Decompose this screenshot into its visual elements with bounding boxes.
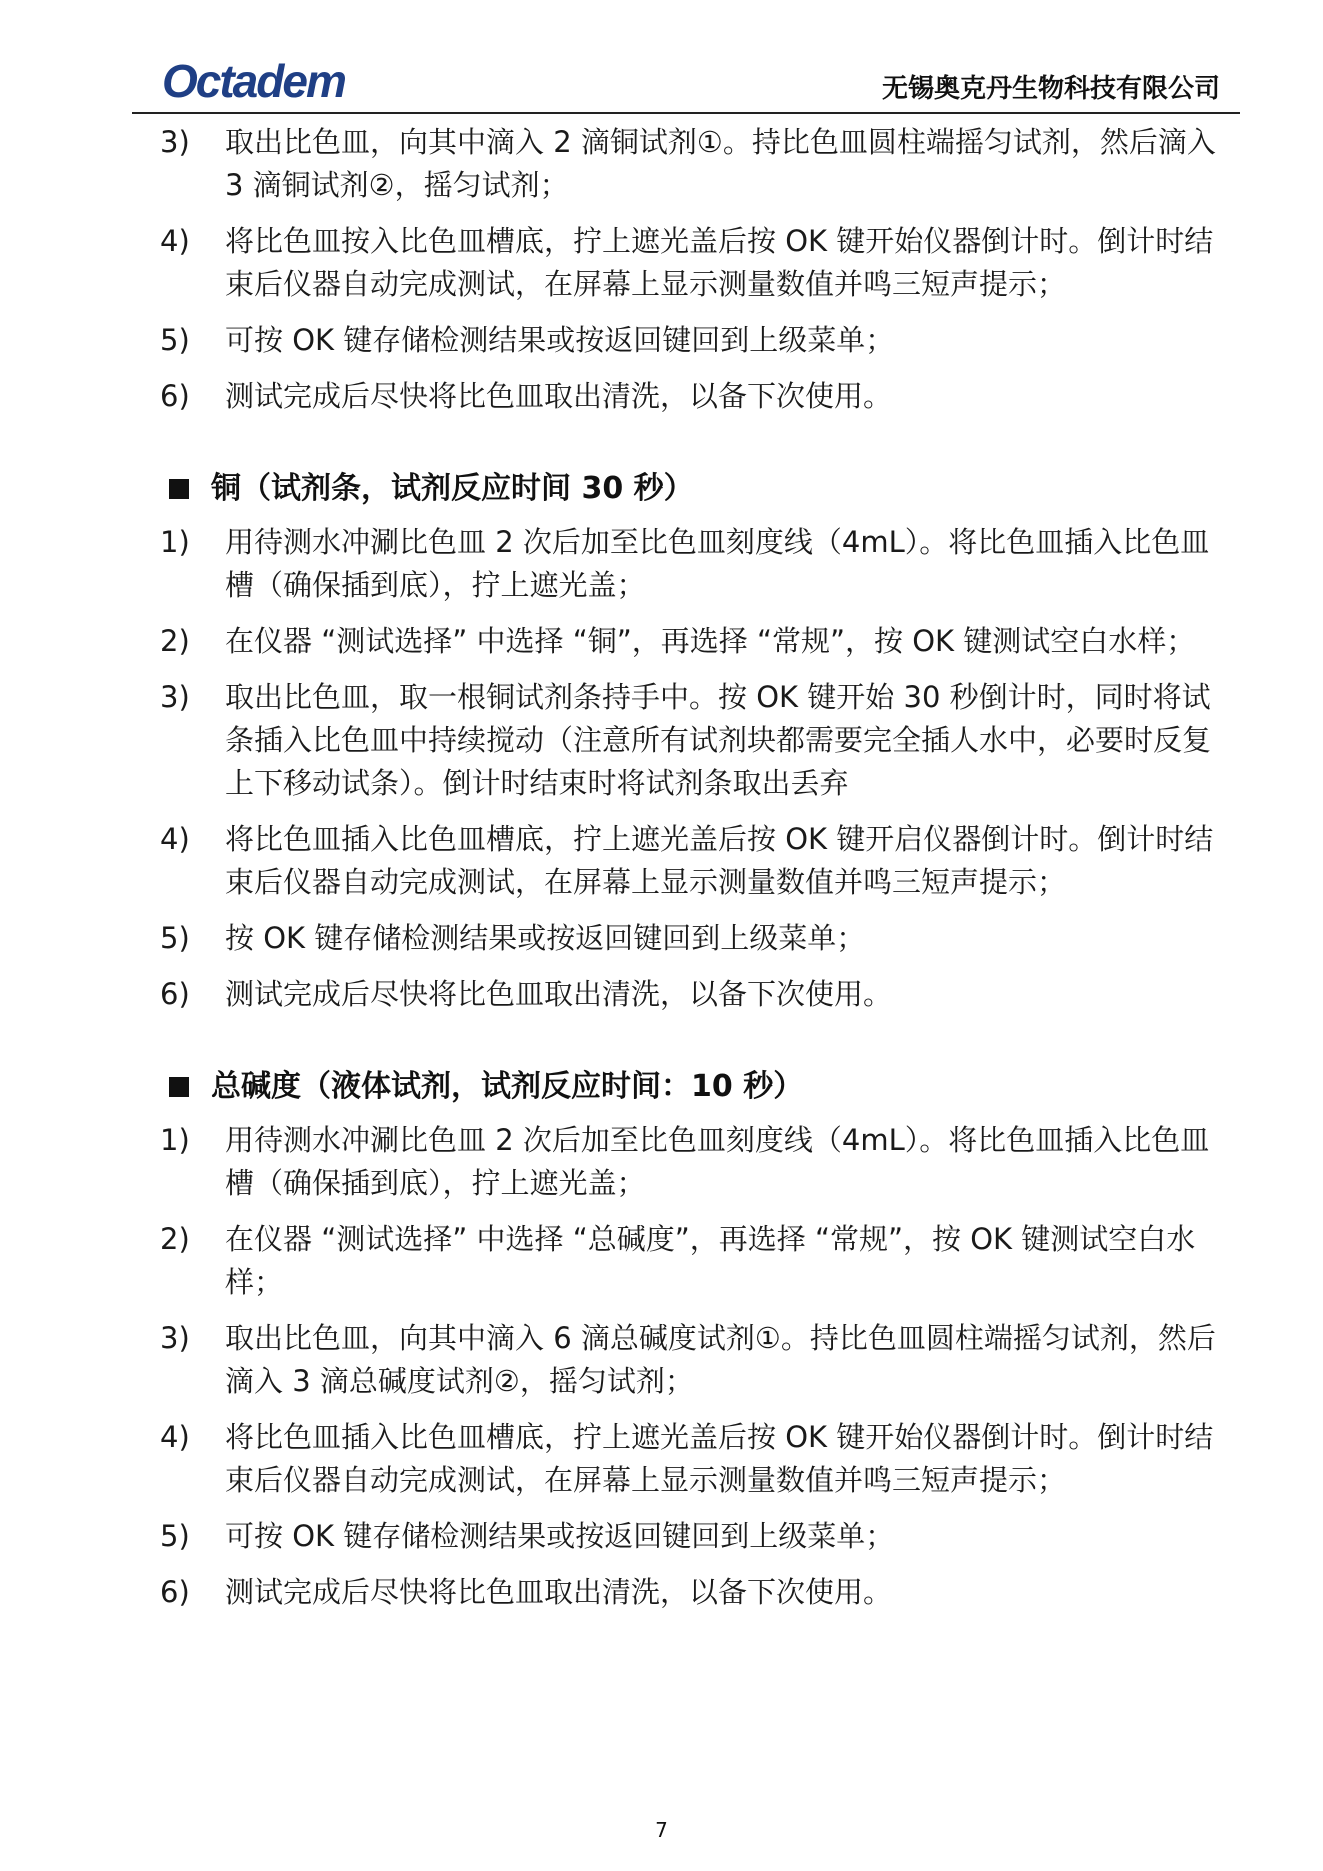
item-text: 将比色皿按入比色皿槽底，拧上遮光盖后按 OK 键开始仪器倒计时。倒计时结束后仪器自动完成测试，在屏幕上显示测量数值并鸣三短声提示； (225, 224, 1214, 301)
list-item (160, 1119, 1240, 1205)
company-name: 无锡奥克丹生物科技有限公司 (881, 74, 1220, 104)
item-number: 5) (160, 921, 190, 955)
page-number: 7 (655, 1818, 668, 1842)
item-number: 4) (160, 224, 190, 258)
page-header (132, 52, 1240, 114)
item-text: 测试完成后尽快将比色皿取出清洗，以备下次使用。 (225, 1575, 893, 1609)
item-text: 按 OK 键存储检测结果或按返回键回到上级菜单； (225, 921, 866, 955)
item-number: 1) (160, 525, 190, 559)
item-text: 测试完成后尽快将比色皿取出清洗，以备下次使用。 (225, 977, 893, 1011)
list-item (160, 973, 1240, 1016)
list-item (160, 1317, 1240, 1403)
item-text: 将比色皿插入比色皿槽底，拧上遮光盖后按 OK 键开始仪器倒计时。倒计时结束后仪器自动完成测试，在屏幕上显示测量数值并鸣三短声提示； (225, 1420, 1214, 1497)
item-text: 用待测水冲涮比色皿 2 次后加至比色皿刻度线（4mL）。将比色皿插入比色皿槽（确保插到底），拧上遮光盖； (225, 525, 1210, 602)
section-heading-total-alkalinity (169, 1065, 1240, 1109)
list-item (160, 818, 1240, 904)
section-heading-copper (169, 467, 1240, 511)
item-number: 5) (160, 323, 190, 357)
item-number: 6) (160, 379, 190, 413)
list-item (160, 1515, 1240, 1558)
square-bullet-icon (169, 479, 189, 499)
list-item (160, 319, 1240, 362)
item-number: 5) (160, 1519, 190, 1553)
item-number: 3) (160, 680, 190, 714)
list-item (160, 375, 1240, 418)
square-bullet-icon (169, 1077, 189, 1097)
item-number: 2) (160, 624, 190, 658)
item-text: 取出比色皿，向其中滴入 6 滴总碱度试剂①。持比色皿圆柱端摇匀试剂，然后滴入 3 滴总碱度试剂②，摇匀试剂； (225, 1321, 1216, 1398)
list-item (160, 1218, 1240, 1304)
document-body (160, 121, 1240, 1627)
section-title: 总碱度（液体试剂，试剂反应时间：10 秒） (211, 1069, 804, 1104)
item-text: 取出比色皿，取一根铜试剂条持手中。按 OK 键开始 30 秒倒计时，同时将试条插入比色皿中持续搅动（注意所有试剂块都需要完全插人水中，必要时反复上下移动试条）。倒计时结束时将试剂条取出丢弃 (225, 680, 1212, 800)
item-number: 6) (160, 1575, 190, 1609)
item-text: 用待测水冲涮比色皿 2 次后加至比色皿刻度线（4mL）。将比色皿插入比色皿槽（确保插到底），拧上遮光盖； (225, 1123, 1210, 1200)
item-number: 3) (160, 1321, 190, 1355)
list-item (160, 917, 1240, 960)
item-number: 3) (160, 125, 190, 159)
list-item (160, 620, 1240, 663)
list-item (160, 676, 1240, 805)
item-text: 测试完成后尽快将比色皿取出清洗，以备下次使用。 (225, 379, 893, 413)
item-text: 在仪器 “测试选择” 中选择 “铜”，再选择 “常规”，按 OK 键测试空白水样； (225, 624, 1196, 658)
item-text: 将比色皿插入比色皿槽底，拧上遮光盖后按 OK 键开启仪器倒计时。倒计时结束后仪器自动完成测试，在屏幕上显示测量数值并鸣三短声提示； (225, 822, 1214, 899)
item-text: 取出比色皿，向其中滴入 2 滴铜试剂①。持比色皿圆柱端摇匀试剂，然后滴入 3 滴铜试剂②，摇匀试剂； (225, 125, 1216, 202)
list-item (160, 521, 1240, 607)
section-title: 铜（试剂条，试剂反应时间 30 秒） (211, 471, 694, 506)
item-text: 在仪器 “测试选择” 中选择 “总碱度”，再选择 “常规”，按 OK 键测试空白水样； (225, 1222, 1196, 1299)
item-number: 4) (160, 822, 190, 856)
item-text: 可按 OK 键存储检测结果或按返回键回到上级菜单； (225, 1519, 895, 1553)
item-number: 6) (160, 977, 190, 1011)
list-item (160, 1416, 1240, 1502)
list-item (160, 220, 1240, 306)
company-logo: Octadem (162, 55, 345, 107)
list-item (160, 121, 1240, 207)
list-item (160, 1571, 1240, 1614)
item-number: 1) (160, 1123, 190, 1157)
item-text: 可按 OK 键存储检测结果或按返回键回到上级菜单； (225, 323, 895, 357)
item-number: 4) (160, 1420, 190, 1454)
item-number: 2) (160, 1222, 190, 1256)
